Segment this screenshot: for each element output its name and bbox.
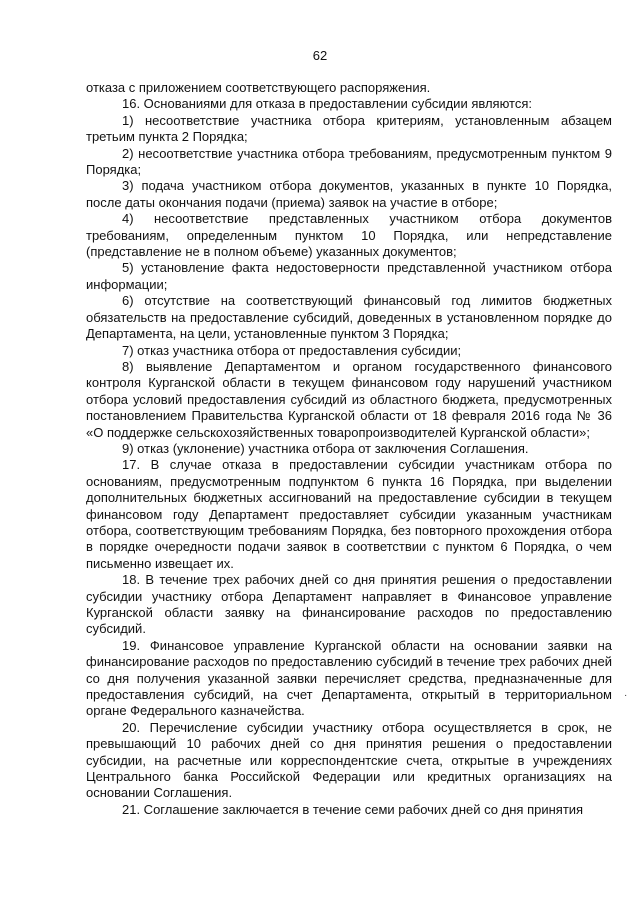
paragraph-16-item-2: 2) несоответствие участника отбора требованиям, предусмотренным пунктом 9 Порядка;: [86, 145, 612, 178]
page-number: 62: [312, 48, 328, 63]
paragraph-16-item-6: 6) отсутствие на соответствующий финансовый год лимитов бюджетных обязательств на предоставление субсидий, доведенных в установленном порядке до Департамента, на цели, установленные пунктом 3 Порядка;: [86, 293, 612, 342]
paragraph-16-item-5: 5) установление факта недостоверности представленной участником отбора информации;: [86, 260, 612, 292]
paragraph-16-item-7: 7) отказ участника отбора от предоставления субсидии;: [122, 342, 462, 358]
paragraph-16-item-4: 4) несоответствие представленных участником отбора документов требованиям, определенным пунктом 10 Порядка, или непредставление (представление не в полном объеме) указанных документов;: [86, 211, 612, 260]
paragraph-21: 21. Соглашение заключается в течение семи рабочих дней со дня принятия: [122, 801, 584, 817]
paragraph-16-item-8: 8) выявление Департаментом и органом государственного финансового контроля Курганской области в текущем финансовом году нарушений участником отбора условий предоставления субсидий из областного бюджета, предусмотренных постановлением Правительства Курганской области от 18 февраля 2016 года № 36 «О поддержке сельскохозяйственных товаропроизводителей Курганской области»;: [86, 358, 612, 440]
paragraph-16: 16. Основаниями для отказа в предоставлении субсидии являются:: [122, 96, 533, 112]
paragraph-16-item-3: 3) подача участником отбора документов, указанных в пункте 10 Порядка, после даты окончания подачи (приема) заявок на участие в отборе;: [86, 178, 612, 210]
paragraph-19: 19. Финансовое управление Курганской области на основании заявки на финансирование расходов по предоставлению субсидий в течение трех рабочих дней со дня получения указанной заявки перечисляет средства, предназначенные для предоставления субсидий, на счет Департамента, открытый в территориальном органе Федерального казначейства.: [86, 637, 612, 719]
scan-margin-mark: ·: [624, 690, 628, 701]
paragraph-17: 17. В случае отказа в предоставлении субсидии участникам отбора по основаниям, предусмотренным подпунктом 6 пункта 16 Порядка, при выделении дополнительных бюджетных ассигнований на предоставление субсидии в текущем финансовом году Департамент предоставляет субсидии указанным участникам отбора, соответствующим требованиям Порядка, без повторного прохождения отбора в порядке очередности подачи заявок в соответствии с пунктом 6 Порядка, о чем письменно извещает их.: [86, 457, 612, 571]
paragraph-20: 20. Перечисление субсидии участнику отбора осуществляется в срок, не превышающий 10 рабочих дней со дня принятия решения о предоставлении субсидии, на расчетные или корреспондентские счета, открытые в учреждениях Центрального банка Российской Федерации или кредитных организациях на основании Соглашения.: [86, 719, 612, 801]
paragraph-18: 18. В течение трех рабочих дней со дня принятия решения о предоставлении субсидии участнику отбора Департамент направляет в Финансовое управление Курганской области заявку на финансирование расходов по предоставлению субсидий.: [86, 572, 612, 637]
paragraph-16-item-1: 1) несоответствие участника отбора критериям, установленным абзацем третьим пункта 2 Порядка;: [86, 112, 612, 145]
paragraph-continuation: отказа с приложением соответствующего распоряжения.: [86, 80, 431, 95]
paragraph-16-item-9: 9) отказ (уклонение) участника отбора от заключения Соглашения.: [122, 440, 529, 456]
document-body: [86, 80, 612, 818]
